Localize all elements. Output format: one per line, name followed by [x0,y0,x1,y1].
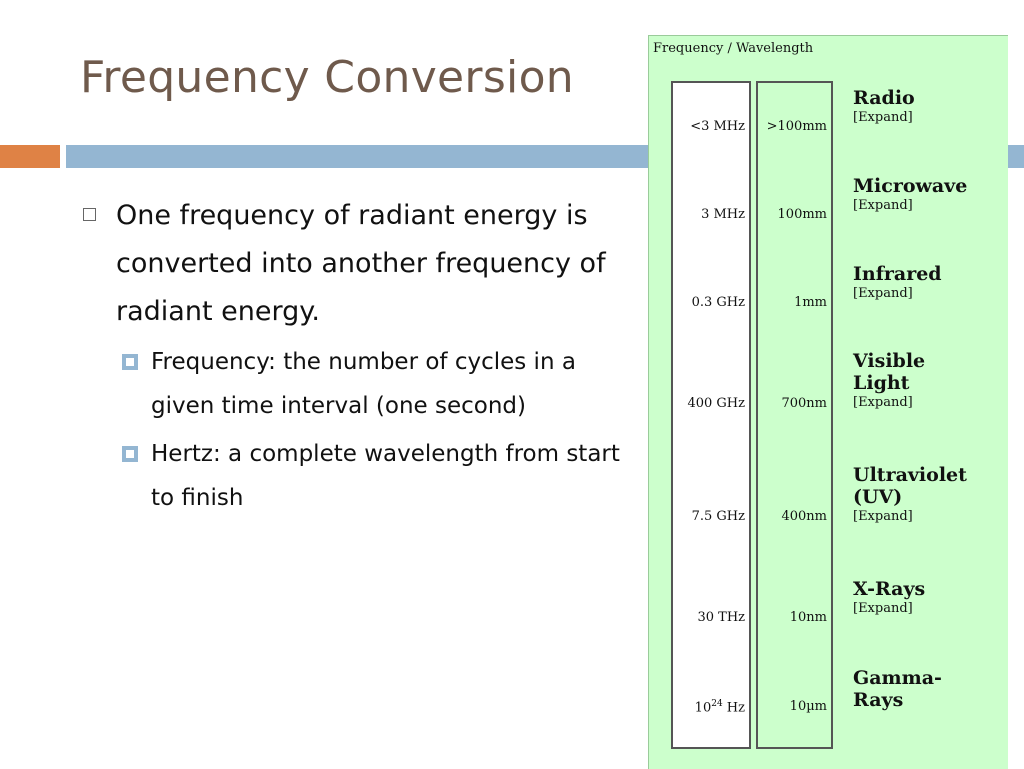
band-name: Radio [853,87,915,109]
expand-link[interactable]: [Expand] [853,395,913,410]
sub-bullet-text: Frequency: the number of cycles in a given time interval (one second) [151,349,576,419]
square-bullet-icon [122,446,138,462]
wavelength-cell: 400nm [781,509,827,524]
band-name: Gamma- [853,667,942,689]
band-name: Visible [853,350,926,372]
band-x-rays [853,578,925,618]
frequency-cell: <3 MHz [690,119,745,134]
expand-link[interactable]: [Expand] [853,198,913,213]
band-microwave [853,175,967,215]
frequency-unit: Hz [722,700,745,716]
frequency-cell: 3 MHz [701,207,745,222]
wavelength-cell: 1mm [794,295,827,310]
accent-bar-orange [0,145,60,168]
band-name: Ultraviolet [853,464,967,486]
bullet-list [78,192,638,520]
square-bullet-icon [83,208,96,221]
band-visible-light [853,350,925,412]
wavelength-cell: 10nm [789,610,827,625]
spectrum-panel [648,35,1008,769]
expand-link[interactable]: [Expand] [853,601,913,616]
square-bullet-icon [122,354,138,370]
band-gamma-rays [853,667,942,711]
frequency-cell [695,699,745,715]
band-infrared [853,263,942,303]
band-radio [853,87,915,127]
wavelength-cell: 700nm [781,396,827,411]
frequency-cell: 30 THz [697,610,745,625]
expand-link[interactable]: [Expand] [853,286,913,301]
expand-link[interactable]: [Expand] [853,509,913,524]
frequency-cell: 0.3 GHz [691,295,745,310]
sub-bullet-text: Hertz: a complete wavelength from start to finish [151,441,620,511]
sub-bullet-item [78,432,638,520]
spectrum-heading: Frequency / Wavelength [653,41,814,56]
band-name: Infrared [853,263,942,285]
wavelength-cell: 10µm [789,699,827,714]
slide-title: Frequency Conversion [80,52,574,103]
expand-link[interactable]: [Expand] [853,110,913,125]
band-ultraviolet [853,464,967,526]
band-name-line2: (UV) [853,486,903,508]
frequency-exponent: 24 [711,699,723,709]
band-name-line2: Light [853,372,910,394]
bullet-item [78,192,638,336]
frequency-base: 10 [694,700,712,716]
frequency-cell: 400 GHz [687,396,745,411]
wavelength-column [756,81,833,749]
band-name-line2: Rays [853,689,904,711]
wavelength-cell: >100mm [766,119,827,134]
wavelength-cell: 100mm [777,207,827,222]
bullet-text: One frequency of radiant energy is converted into another frequency of radiant energy. [116,200,606,327]
band-name: X-Rays [853,578,926,600]
frequency-column [671,81,751,749]
sub-bullet-item [78,340,638,428]
band-name: Microwave [853,175,968,197]
frequency-cell: 7.5 GHz [691,509,745,524]
